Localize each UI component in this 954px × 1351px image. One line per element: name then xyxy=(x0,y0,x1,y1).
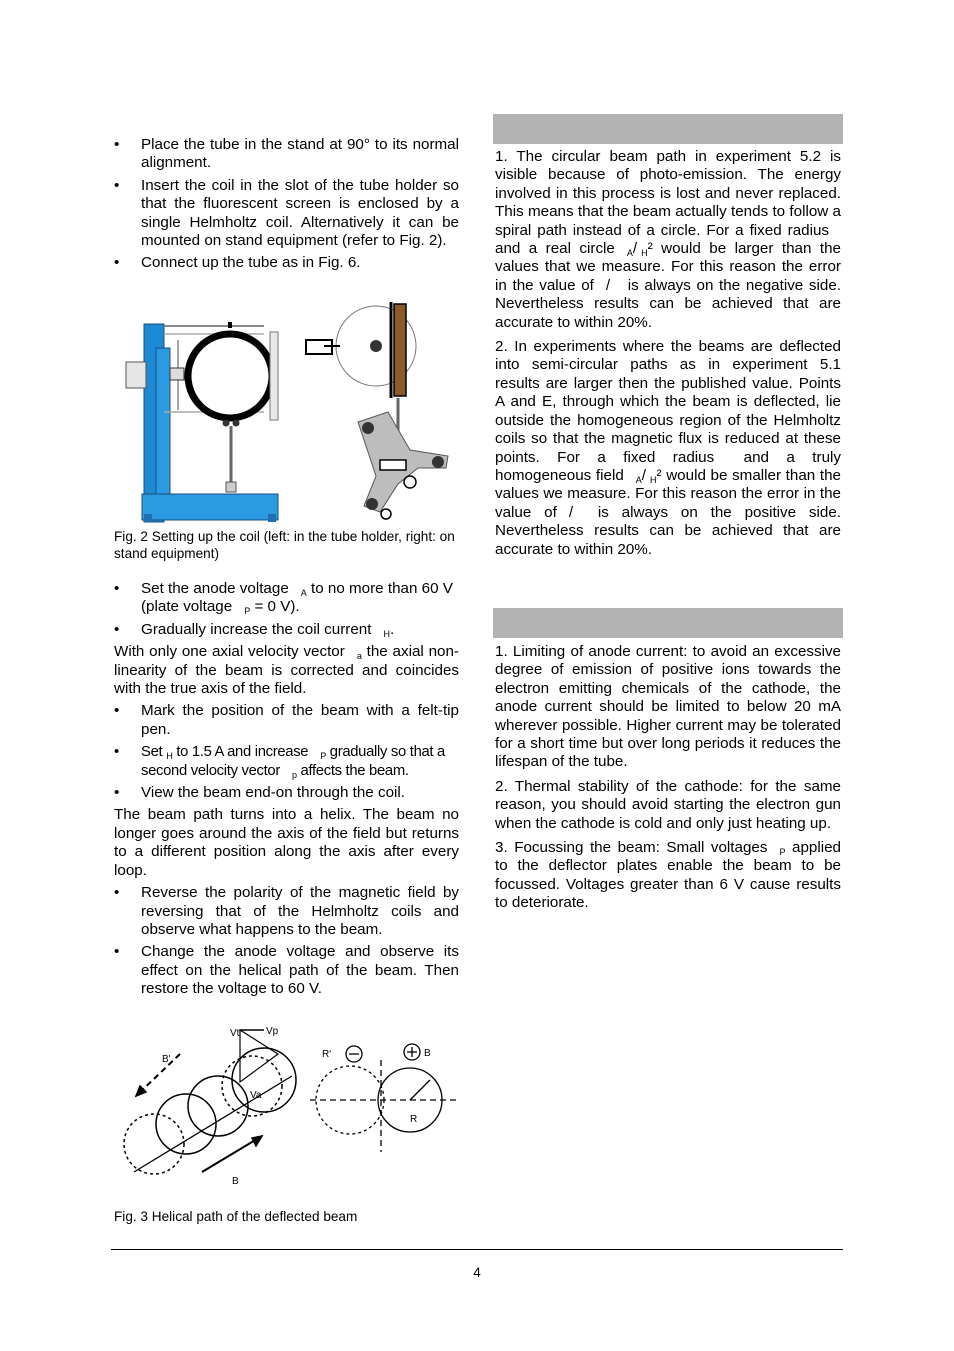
note1-sub-a: A xyxy=(626,248,633,259)
footer-rule xyxy=(111,1249,843,1250)
axial-vector-text-a: With only one axial velocity vector xyxy=(114,643,345,661)
subscript-h-2: H xyxy=(166,751,173,762)
set-current-text-c: gradually so that a second velocity vector xyxy=(141,744,445,779)
right-column-notes xyxy=(495,148,841,563)
note2-text-c: would be smaller than the values we measure. For this reason the error in the value of xyxy=(495,466,841,521)
note1-text-a: 1. The circular beam path in experiment 5.2 is visible because of photo-emission. The energy involved in this process is lost and never replaced. This means that the beam actually tends to follow a spiral path instead of a circle. For a fixed radius xyxy=(495,148,841,239)
stand-equipment-drawing xyxy=(306,302,448,519)
label-r: R xyxy=(410,1114,418,1125)
note-spiral-path xyxy=(495,148,841,332)
subscript-axial: a xyxy=(356,651,362,662)
procedure-bullet-list-2 xyxy=(114,702,459,802)
tip3-sub-p: P xyxy=(779,847,786,858)
coil-current-end: . xyxy=(389,620,395,638)
note2-slash: / xyxy=(641,466,647,484)
label-b-prime: B' xyxy=(162,1054,171,1065)
note2-slash2: / xyxy=(568,503,574,521)
bullet-reverse-polarity: • Reverse the polarity of the magnetic field by reversing that of the Helmholtz coils and observe what happens to the beam. xyxy=(114,884,459,939)
helix-drawing xyxy=(124,1030,296,1174)
procedure-bullet-list-3 xyxy=(114,884,459,998)
tube-holder-drawing xyxy=(126,322,278,522)
bullet-place-tube: • Place the tube in the stand at 90° to its normal alignment. xyxy=(114,136,459,173)
note2-text-a: 2. In experiments where the beams are deflected into semi-circular paths as in experiment 5.1 results are larger then the published value. Points A and E, through which the beam is deflected, lie outside the homogeneous region of the Helmholtz coils so that the magnetic flux is reduced at these points. For a fixed radius xyxy=(495,338,841,466)
fig3-caption: Fig. 3 Helical path of the deflected beam xyxy=(114,1209,358,1224)
note2-sub-a: A xyxy=(635,474,642,485)
section-header-bar-2 xyxy=(493,608,843,638)
set-current-text-a: Set xyxy=(141,744,163,761)
bullet-change-anode: • Change the anode voltage and observe its effect on the helical path of the beam. Then restore the voltage to 60 V. xyxy=(114,943,459,998)
bullet-coil-current xyxy=(114,621,459,639)
fig2-coil-setup-illustration xyxy=(118,300,458,526)
fig3-labels xyxy=(162,1026,431,1187)
paragraph-axial-vector xyxy=(114,643,459,698)
right-column-tips xyxy=(495,643,841,917)
tip-anode-current: 1. Limiting of anode current: to avoid an excessive degree of emission of positive ions towards the electron emitting chemicals of the cathode, the anode current should be limited to below 20 mA wherever possible. Higher current may be tolerated for a short time but over long periods it reduces the lifespan of the tube. xyxy=(495,643,841,771)
note2-sq: ² xyxy=(656,466,662,484)
bullet-insert-coil: • Insert the coil in the slot of the tube holder so that the fluorescent screen is enclosed by a single Helmholtz coil. Alternatively it can be mounted on stand equipment (refer to Fig. 2). xyxy=(114,177,459,251)
bullet-view-beam: • View the beam end-on through the coil. xyxy=(114,784,459,802)
label-r-prime: R' xyxy=(322,1049,332,1060)
subscript-a: A xyxy=(300,588,307,598)
subscript-h: H xyxy=(383,628,390,639)
setup-bullet-list xyxy=(114,136,459,273)
note2-sub-h: H xyxy=(650,474,657,485)
note1-slash: / xyxy=(632,240,638,258)
tip-thermal-stability: 2. Thermal stability of the cathode: for the same reason, you should avoid starting the electron gun when the cathode is cold and only just heating up. xyxy=(495,777,841,832)
coil-current-text: Gradually increase the coil current xyxy=(141,620,372,638)
axial-vector-text-b: the axial non-linearity of the beam is corrected and coincides with the true axis of the field. xyxy=(114,643,459,698)
note2-text-d: is always on the positive side. Nevertheless results can be achieved that are accurate to within 20%. xyxy=(495,503,841,558)
note1-text-d: is always on the negative side. Nevertheless results can be achieved that are accurate to within 20%. xyxy=(495,276,841,331)
bullet-set-current xyxy=(114,743,459,780)
note1-sub-h: H xyxy=(641,248,648,259)
bullet-mark-position: • Mark the position of the beam with a felt-tip pen. xyxy=(114,702,459,739)
anode-voltage-text-c: = 0 V). xyxy=(254,598,300,616)
section-header-bar-1 xyxy=(493,114,843,144)
tip3-text-b: applied to the deflector plates enable the beam to be focussed. Voltages greater than 6 V cause results to deteriorate. xyxy=(495,839,841,912)
label-va: Va xyxy=(250,1090,262,1101)
bullet-anode-voltage xyxy=(114,580,459,617)
bullet-connect-tube: • Connect up the tube as in Fig. 6. xyxy=(114,254,459,272)
note1-slash2: / xyxy=(605,276,611,294)
tip-focussing xyxy=(495,839,841,913)
label-b-right: B xyxy=(424,1048,431,1059)
subscript-p-2: P xyxy=(320,751,326,762)
subscript-p-3: p xyxy=(291,769,297,780)
label-vp: Vp xyxy=(266,1026,279,1037)
paragraph-helix: The beam path turns into a helix. The beam no longer goes around the axis of the field but returns to a different position along the axis after every loop. xyxy=(114,806,459,879)
set-current-text-d: affects the beam. xyxy=(300,762,409,779)
procedure-bullet-list-1 xyxy=(114,580,459,639)
left-column-middle xyxy=(114,580,459,1003)
set-current-text-b: to 1.5 A and increase xyxy=(176,744,309,761)
label-vt: Vt xyxy=(230,1028,240,1039)
note1-sq: ² xyxy=(647,240,653,258)
subscript-p: P xyxy=(244,606,251,617)
page-number: 4 xyxy=(473,1265,481,1280)
left-column-top xyxy=(114,136,459,277)
fig2-caption: Fig. 2 Setting up the coil (left: in the tube holder, right: on stand equipment) xyxy=(114,529,455,561)
label-b: B xyxy=(232,1176,239,1187)
note-semicircular-path xyxy=(495,338,841,559)
note1-text-c: would be larger than the values that we measure. For this reason the error in the value of xyxy=(495,240,841,294)
anode-voltage-text-a: Set the anode voltage xyxy=(141,580,289,597)
note2-text-b: and a truly homogeneous field xyxy=(495,448,841,484)
side-view-drawing xyxy=(310,1044,459,1152)
fig3-helical-path-illustration xyxy=(114,1020,464,1195)
anode-voltage-text-b: to no more than 60 V (plate voltage xyxy=(141,580,453,616)
note1-text-b: and a real circle xyxy=(495,240,615,258)
tip3-text-a: 3. Focussing the beam: Small voltages xyxy=(495,839,768,857)
